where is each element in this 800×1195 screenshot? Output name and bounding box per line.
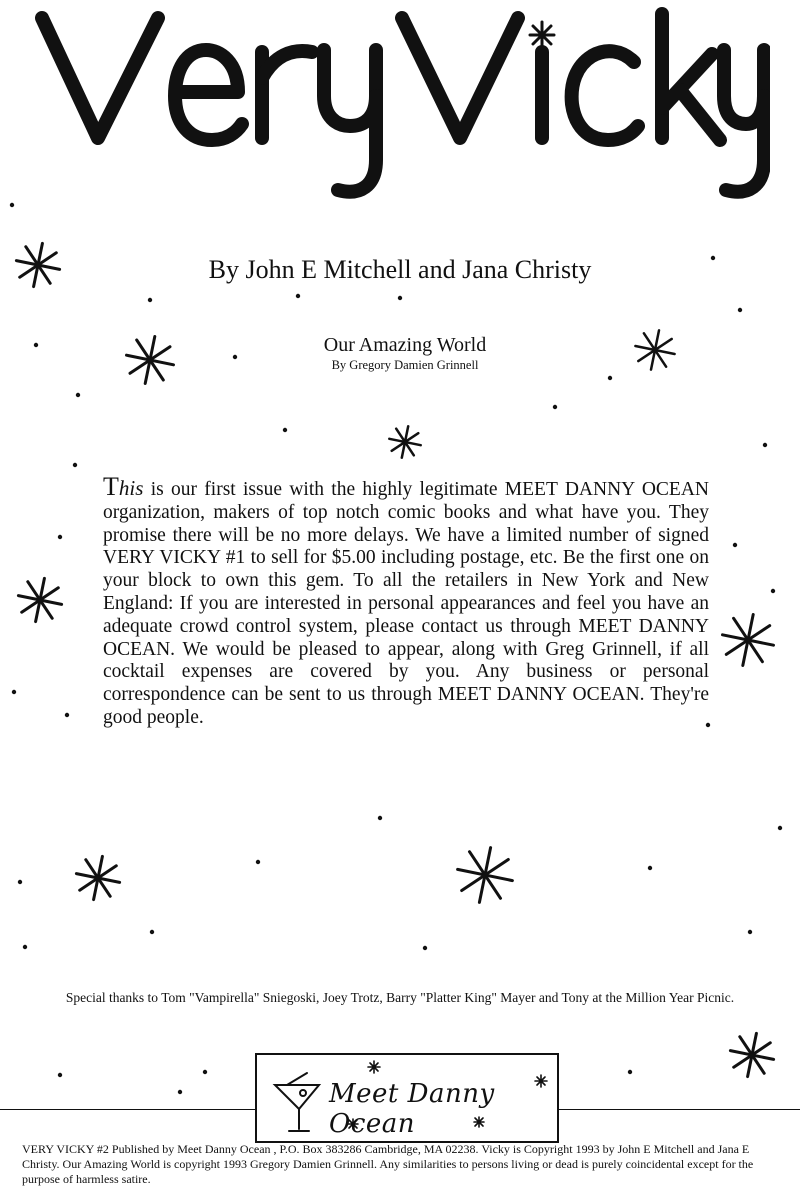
asterisk-star-icon — [389, 426, 420, 457]
decorative-dot — [148, 298, 152, 302]
decorative-dot — [733, 543, 737, 547]
asterisk-star-icon — [458, 848, 513, 903]
feature-credit: By Gregory Damien Grinnell — [331, 358, 479, 372]
article-body — [103, 472, 709, 730]
decorative-dot — [423, 946, 427, 950]
decorative-dot — [58, 535, 62, 539]
title-logo — [30, 0, 770, 200]
decorative-dot — [628, 1070, 632, 1074]
decorative-dot — [771, 589, 775, 593]
decorative-dot — [256, 860, 260, 864]
decorative-dot — [76, 393, 80, 397]
decorative-dot — [398, 296, 402, 300]
special-thanks: Special thanks to Tom "Vampirella" Sniegoski, Joey Trotz, Barry "Platter King" Mayer and Tony at the Million Year Picnic. — [65, 990, 735, 1005]
article-text: is our first issue with the highly legitimate MEET DANNY OCEAN organization, makers of top notch comic books and what have you. They promise there will be no more delays. We have a limited number of signed VERY VICKY #1 to sell for $5.00 including postage, etc. Be the first one on your block to own this gem. To all the retailers in New York and New England: If you are interested in personal appearances and feel you have an adequate crowd control system, please contact us through MEET DANNY OCEAN. We would be pleased to appear, along with Greg Grinnell, if all cocktail expenses are covered by you. Any business or personal correspondence can be sent to us through MEET DANNY OCEAN. They're good people. — [103, 479, 709, 728]
decorative-dot — [65, 713, 69, 717]
decorative-dot — [10, 203, 14, 207]
drop-letter: T — [103, 472, 119, 501]
decorative-dot — [553, 405, 557, 409]
decorative-dot — [203, 1070, 207, 1074]
asterisk-star-icon — [723, 615, 774, 666]
decorative-dot — [150, 930, 154, 934]
decorative-dot — [378, 816, 382, 820]
decorative-dot — [296, 294, 300, 298]
decorative-dot — [18, 880, 22, 884]
decorative-dot — [608, 376, 612, 380]
decorative-dot — [58, 1073, 62, 1077]
publisher-logo-text: Meet Danny Ocean — [329, 1079, 495, 1139]
publication-footer: VERY VICKY #2 Published by Meet Danny Ocean , P.O. Box 383286 Cambridge, MA 02238. Vicky is Copyright 1993 by John E Mitchell and Jana E Christy. Our Amazing World is copyright 1993 Gregory Damien Grinnell. Any similarities to persons living or dead is purely coincidental except for the purpose of harmless satire. — [22, 1142, 754, 1186]
feature-title: Our Amazing World — [323, 334, 487, 356]
decorative-dot — [738, 308, 742, 312]
divider-right — [557, 1109, 800, 1110]
decorative-dot — [12, 690, 16, 694]
italic-word: his — [118, 476, 144, 500]
decorative-dot — [763, 443, 767, 447]
publisher-logo — [255, 1053, 559, 1143]
decorative-dot — [283, 428, 287, 432]
asterisk-star-icon — [18, 578, 61, 621]
decorative-dot — [748, 930, 752, 934]
asterisk-star-icon — [76, 856, 119, 899]
decorative-dot — [178, 1090, 182, 1094]
decorative-dot — [23, 945, 27, 949]
decorative-dot — [73, 463, 77, 467]
byline: By John E Mitchell and Jana Christy — [208, 255, 592, 284]
asterisk-star-icon — [730, 1033, 773, 1076]
decorative-dot — [648, 866, 652, 870]
decorative-dot — [778, 826, 782, 830]
divider-left — [0, 1109, 255, 1110]
